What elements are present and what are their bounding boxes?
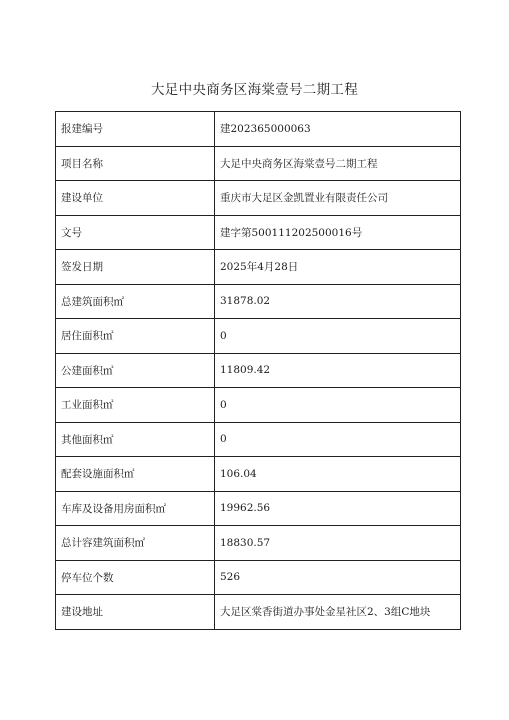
table-row [56, 526, 461, 561]
row-value: 18830.57 [215, 526, 461, 561]
row-value: 0 [215, 422, 461, 457]
row-label: 报建编号 [56, 112, 215, 147]
table-row [56, 353, 461, 388]
table-row [56, 181, 461, 216]
table-row [56, 491, 461, 526]
row-label: 配套设施面积㎡ [56, 457, 215, 492]
row-label: 建设地址 [56, 595, 215, 630]
table-row [56, 388, 461, 423]
row-label: 建设单位 [56, 181, 215, 216]
row-value: 大足中央商务区海棠壹号二期工程 [215, 146, 461, 181]
row-label: 工业面积㎡ [56, 388, 215, 423]
row-label: 其他面积㎡ [56, 422, 215, 457]
table-row [56, 319, 461, 354]
row-label: 车库及设备用房面积㎡ [56, 491, 215, 526]
table-row [56, 595, 461, 630]
table-row [56, 560, 461, 595]
row-label: 总建筑面积㎡ [56, 284, 215, 319]
table-row [56, 284, 461, 319]
row-value: 31878.02 [215, 284, 461, 319]
row-value: 大足区棠香街道办事处金星社区2、3组C地块 [215, 595, 461, 630]
row-value: 建202365000063 [215, 112, 461, 147]
row-label: 总计容建筑面积㎡ [56, 526, 215, 561]
row-value: 526 [215, 560, 461, 595]
row-label: 文号 [56, 215, 215, 250]
table-row [56, 422, 461, 457]
row-value: 19962.56 [215, 491, 461, 526]
row-value: 2025年4月28日 [215, 250, 461, 285]
row-label: 项目名称 [56, 146, 215, 181]
table-row [56, 250, 461, 285]
row-value: 106.04 [215, 457, 461, 492]
row-value: 0 [215, 319, 461, 354]
row-label: 签发日期 [56, 250, 215, 285]
table-row [56, 457, 461, 492]
table-row [56, 146, 461, 181]
document-title: 大足中央商务区海棠壹号二期工程 [151, 82, 358, 98]
row-value: 建字第500111202500016号 [215, 215, 461, 250]
table-row [56, 215, 461, 250]
row-label: 公建面积㎡ [56, 353, 215, 388]
row-label: 停车位个数 [56, 560, 215, 595]
row-label: 居住面积㎡ [56, 319, 215, 354]
row-value: 重庆市大足区金凯置业有限责任公司 [215, 181, 461, 216]
row-value: 0 [215, 388, 461, 423]
row-value: 11809.42 [215, 353, 461, 388]
table-row [56, 112, 461, 147]
project-info-table [55, 111, 461, 630]
